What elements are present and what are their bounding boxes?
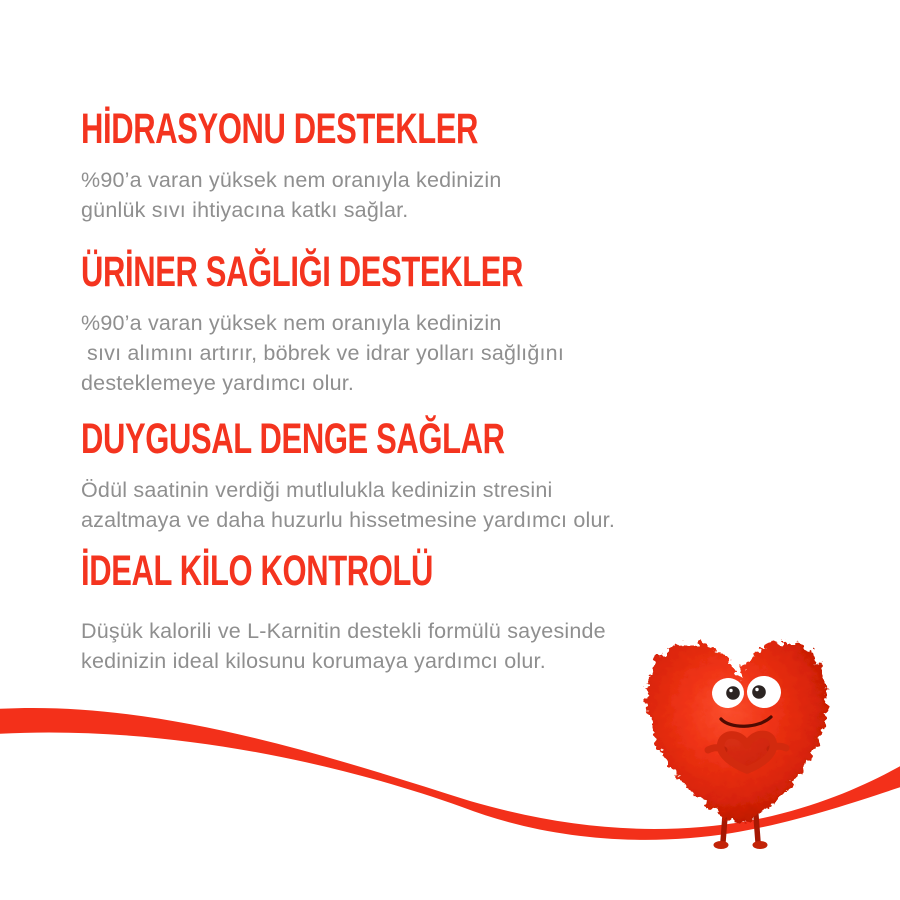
body-line: desteklemeye yardımcı olur.: [81, 371, 355, 395]
body-line: Düşük kalorili ve L-Karnitin destekli formülü sayesinde: [81, 619, 606, 643]
body-line: %90’a varan yüksek nem oranıyla kedinizin: [81, 311, 502, 335]
body-line: Ödül saatinin verdiği mutlulukla kedinizin stresini: [81, 478, 553, 502]
benefit-heading: ÜRİNER SAĞLIĞI DESTEKLER: [81, 248, 524, 296]
benefit-heading: HİDRASYONU DESTEKLER: [81, 105, 479, 153]
mascot-legs: [714, 803, 768, 849]
body-line: %90’a varan yüksek nem oranıyla kedinizin: [81, 168, 502, 192]
body-line: sıvı alımını artırır, böbrek ve idrar yolları sağlığını: [87, 341, 565, 365]
benefit-section-hydration: [81, 106, 781, 225]
benefit-section-urinary: [81, 249, 781, 398]
mascot-smile: [721, 717, 771, 726]
benefit-section-weight: [81, 548, 781, 676]
body-line: kedinizin ideal kilosunu korumaya yardımcı olur.: [81, 649, 546, 673]
benefit-body: [81, 308, 781, 398]
benefit-body: [81, 165, 781, 225]
benefit-heading: DUYGUSAL DENGE SAĞLAR: [81, 415, 505, 463]
body-line: günlük sıvı ihtiyacına katkı sağlar.: [81, 198, 409, 222]
mascot-heart-hands: [708, 734, 786, 770]
body-line: azaltmaya ve daha huzurlu hissetmesine yardımcı olur.: [81, 508, 616, 532]
benefit-body: [81, 616, 781, 676]
benefit-section-emotional: [81, 416, 781, 535]
mascot-eyes: [711, 675, 783, 710]
benefit-heading: İDEAL KİLO KONTROLÜ: [81, 547, 434, 595]
benefit-body: [81, 475, 781, 535]
